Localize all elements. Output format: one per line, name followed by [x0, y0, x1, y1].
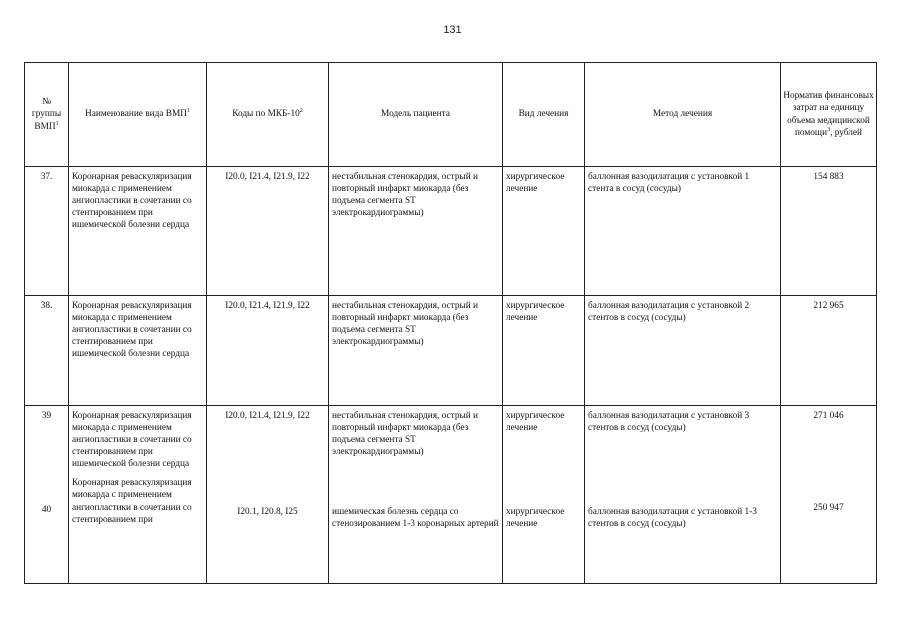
row-codes: I20.0, I21.4, I21.9, I22: [207, 296, 329, 406]
row-method: [585, 406, 781, 584]
vmp-table: [24, 62, 877, 584]
header-treatment-type: Вид лечения: [503, 63, 585, 167]
row-model: нестабильная стенокардия, острый и повторный инфаркт миокарда (без подъема сегмента ST электрокардиограммы): [329, 296, 503, 406]
row-40-codes: I20.1, I20.8, I25: [237, 507, 298, 517]
row-40-treatment-type: хирургическое лечение: [506, 507, 565, 530]
row-39-treatment-type: хирургическое лечение: [506, 411, 565, 434]
row-number: 38.: [25, 296, 69, 406]
header-codes: Коды по МКБ-$10^2$: [207, 63, 329, 167]
header-model: Модель пациента: [329, 63, 503, 167]
row-model: [329, 406, 503, 584]
page-number: 131: [443, 24, 462, 36]
row-39-codes: I20.0, I21.4, I21.9, I22: [225, 411, 310, 421]
row-39-cost: 271 046: [813, 411, 844, 421]
header-name: Наименование вида ВМП$^1$: [69, 63, 207, 167]
row-name: [69, 406, 207, 584]
row-39-model: нестабильная стенокардия, острый и повторный инфаркт миокарда (без подъема сегмента ST электрокардиограммы): [332, 411, 478, 458]
row-cost: [781, 406, 877, 584]
row-number: [25, 406, 69, 584]
row-codes: I20.0, I21.4, I21.9, I22: [207, 167, 329, 296]
row-number: 37.: [25, 167, 69, 296]
row-codes: [207, 406, 329, 584]
row-40-model: ишемическая болезнь сердца со стенозированием 1-3 коронарных артерий: [332, 507, 499, 530]
row-method: баллонная вазодилатация с установкой 1 стента в сосуд (сосуды): [585, 167, 781, 296]
row-name: Коронарная реваскуляризация миокарда с применением ангиопластики в сочетании со стентированием при ишемической болезни сердца: [69, 167, 207, 296]
row-treatment-type: хирургическое лечение: [503, 296, 585, 406]
row-39-name: Коронарная реваскуляризация миокарда с применением ангиопластики в сочетании со стентированием при ишемической болезни сердца: [72, 411, 192, 470]
row-cost: 154 883: [781, 167, 877, 296]
row-cost: 212 965: [781, 296, 877, 406]
row-model: нестабильная стенокардия, острый и повторный инфаркт миокарда (без подъема сегмента ST электрокардиограммы): [329, 167, 503, 296]
table-row-merged: [25, 406, 877, 584]
row-39-method: баллонная вазодилатация с установкой 3 стентов в сосуд (сосуды): [588, 411, 750, 434]
row-39-number: 39: [41, 411, 52, 421]
table-row: [25, 167, 877, 296]
table-row: [25, 296, 877, 406]
row-name: Коронарная реваскуляризация миокарда с применением ангиопластики в сочетании со стентированием при ишемической болезни сердца: [69, 296, 207, 406]
row-method: баллонная вазодилатация с установкой 2 стентов в сосуд (сосуды): [585, 296, 781, 406]
header-method: Метод лечения: [585, 63, 781, 167]
row-40-name: Коронарная реваскуляризация миокарда с применением ангиопластики в сочетании со стентированием при: [72, 478, 192, 525]
row-treatment-type: [503, 406, 585, 584]
row-40-cost: 250 947: [813, 503, 844, 513]
header-row: [25, 63, 877, 167]
row-40-number: 40: [41, 505, 52, 515]
header-group-no: № группы ВМП$^1$: [25, 63, 69, 167]
header-cost: Норматив финансовых затрат на единицу объема медицинской помощи$^3$, рублей: [781, 63, 877, 167]
row-40-method: баллонная вазодилатация с установкой 1-3 стентов в сосуд (сосуды): [588, 507, 757, 530]
row-treatment-type: хирургическое лечение: [503, 167, 585, 296]
